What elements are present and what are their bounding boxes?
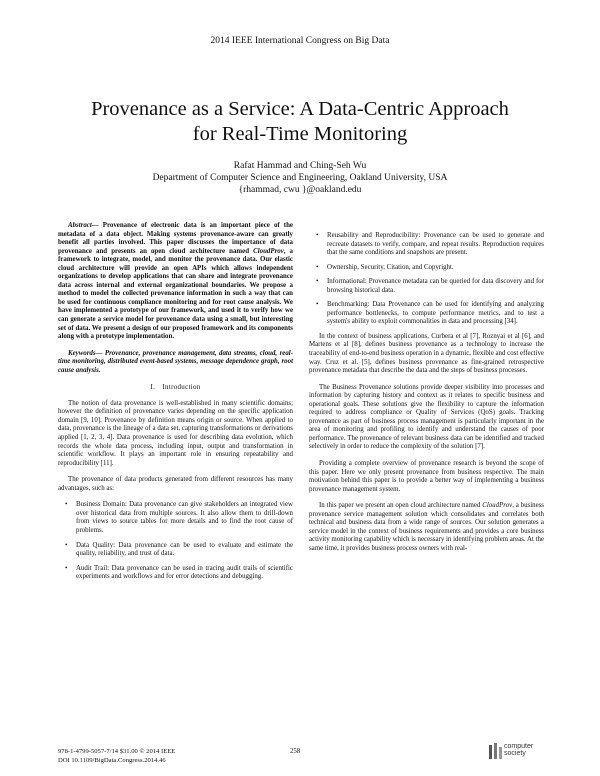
bullet-icon: • — [316, 301, 319, 309]
paper-title — [40, 97, 560, 147]
footer-doi: DOI 10.1109/BigData.Congress.2014.46 — [58, 756, 166, 764]
list-item-text: Audit Trail: Data provenance can be used in tracing audit trails of scientific experiments and workflows and for error detections and debugging. — [76, 564, 293, 581]
list-item-text: Reusability and Reproducibility: Provenance can be used to generate and recreate datasets to verify, compare, and repeat results. Reproduction requires that the same conditions and snapshots are present. — [327, 232, 544, 257]
bullet-icon: • — [65, 501, 68, 509]
title-line-1: Provenance as a Service: A Data-Centric Approach — [91, 98, 509, 120]
footer-isbn: 978-1-4799-5057-7/14 $31.00 © 2014 IEEE — [58, 748, 176, 755]
list-item — [309, 301, 544, 327]
list-item — [309, 264, 544, 273]
list-item-text: Informational: Provenance metadata can be queried for data discovery and for browsing historical data. — [327, 278, 544, 294]
body-paragraph-4-b: , a business provenance service management solution which consolidates and correlates both technical and business data from a wide range of sources. Our solution generates a service model in the context of business requirements and provides a core business activity monitoring capability which is necessary in identifying problem areas. At the same time, it provides business process owners with real- — [309, 502, 544, 552]
bullet-icon: • — [316, 232, 319, 239]
conference-header: 2014 IEEE International Congress on Big Data — [210, 36, 390, 46]
abstract-text: Provenance of electronic data is an important piece of the metadata of a data object. Making systems provenance-aware can greatly benefit all parties involved. This paper discusses the importance of data provenance and presents an open cloud architecture named — [58, 222, 293, 255]
keywords-text: Provenance, provenance management, data streams, cloud, real-time monitoring, distributed event-based systems, message dependence graph, root cause analysis. — [58, 349, 293, 374]
list-item-text: Ownership, Security, Citation, and Copyright. — [327, 263, 454, 271]
intro-paragraph-1: The notion of data provenance is well-established in many scientific domains; however the definition of provenance varies depending on the specific application domain [9, 10]. Provenance by definition means origin or source. When applied to data, provenance is the lineage of a data set, capturing transformations or derivations applied [1, 2, 3, 4]. Data provenance is used for describing data evolution, which records the whole data process, including input, output and transformation in scientific workflow. It plays an important role in ensuring repeatability and reproducibility [11]. — [58, 399, 293, 467]
logo-mark-icon — [488, 743, 504, 761]
author-block — [40, 160, 560, 196]
body-paragraph-4 — [309, 502, 544, 553]
system-name: CloudProv — [482, 502, 513, 510]
keywords-label: Keywords— — [68, 349, 103, 357]
advantages-list-left — [58, 501, 293, 581]
bullet-icon: • — [65, 541, 68, 549]
right-column — [309, 232, 544, 562]
list-item — [309, 278, 544, 295]
list-item-text: Business Domain: Data provenance can give stakeholders an integrated view over historical data from multiple sources. It also allow them to drill-down from views to source tables for more details and to find the root cause of problems. — [76, 501, 293, 534]
abstract-text-cont: , a framework to integrate, model, and monitor the provenance data. Our elastic cloud architecture will provide an open APIs which allows independent organizations to develop applications that can share and integrate provenance data across internal and external organizational boundaries. We propose a method to model the collected provenance information in such a way that can be used for continuous compliance monitoring and for root cause analysis. We have implemented a prototype of our framework, and used it to verify how we can generate a service model for provenance data using a small, but interesting set of data. We present a design of our proposed framework and its components along with a prototype implementation. — [58, 247, 294, 341]
list-item — [58, 501, 293, 535]
logo-line-1: computer — [504, 743, 534, 750]
list-item-text: Data Quality: Data provenance can be used to evaluate and estimate the quality, reliability, and trust of data. — [76, 541, 293, 558]
logo-text — [504, 743, 533, 757]
page-number: 258 — [290, 748, 301, 755]
list-item — [58, 542, 293, 559]
title-line-2: for Real-Time Monitoring — [192, 123, 408, 145]
logo-line-2: society — [504, 750, 526, 757]
body-paragraph-3: Providing a complete overview of provenance research is beyond the scope of this paper. Here we only present provenance from business respective. The main motivation behind this paper is to provide a better way of implementing a business provenance management system. — [309, 460, 544, 493]
section-heading: I. Introduction — [150, 383, 201, 392]
list-item-text: Benchmarking: Data Provenance can be used for identifying and analyzing performance bottlenecks, to compute performance metrics, and to test a system's ability to exploit commonalities in data and processing [34]. — [327, 301, 544, 326]
affiliation: Department of Computer Science and Engineering, Oakland University, USA — [152, 173, 448, 183]
left-column — [58, 222, 293, 588]
author-emails: {rhammad, cwu }@oakland.edu — [238, 185, 362, 195]
body-paragraph-2: The Business Provenance solutions provide deeper visibility into processes and information by capturing history and context as it relates to specific business and operational goals. These solutions give the flexibility to capture the information required to address compliance or Quality of Services (QoS) goals. Tracking provenance as part of business process management is particularly important in the area of monitoring and profiling to identify and understand the causes of poor performance. The provenance of relevant business data can be identified and tracked selectively in order to reduce the complexity of the solution [7]. — [309, 383, 544, 451]
keywords — [58, 350, 293, 376]
bullet-icon: • — [316, 263, 319, 271]
computer-society-logo — [488, 740, 552, 766]
intro-paragraph-2: The provenance of data products generated from different resources has many advantages, such as: — [58, 476, 293, 492]
body-paragraph-4-a: In this paper we present an open cloud architecture named — [319, 502, 483, 510]
bullet-icon: • — [65, 564, 68, 572]
list-item — [58, 565, 293, 582]
bullet-icon: • — [316, 278, 319, 286]
copyright-footer — [58, 748, 175, 765]
abstract — [58, 222, 293, 342]
abstract-system-name: CloudProv — [253, 247, 284, 255]
abstract-label: Abstract— — [68, 222, 99, 229]
advantages-list-right — [309, 232, 544, 327]
author-names: Rafat Hammad and Ching-Seh Wu — [233, 161, 367, 171]
body-paragraph-1: In the context of business applications, Curbera et al [7], Roznyai et al [6], and Martens et al [8], defines business provenance as a technology to increase the traceability of end-to-end business operation in a dynamic, flexible and cost effective way. Cruz et al. [5], defines business provenance as fine-grained retrospective provenance metadata that describe the data and the steps of business processes. — [309, 332, 544, 375]
list-item — [309, 232, 544, 258]
